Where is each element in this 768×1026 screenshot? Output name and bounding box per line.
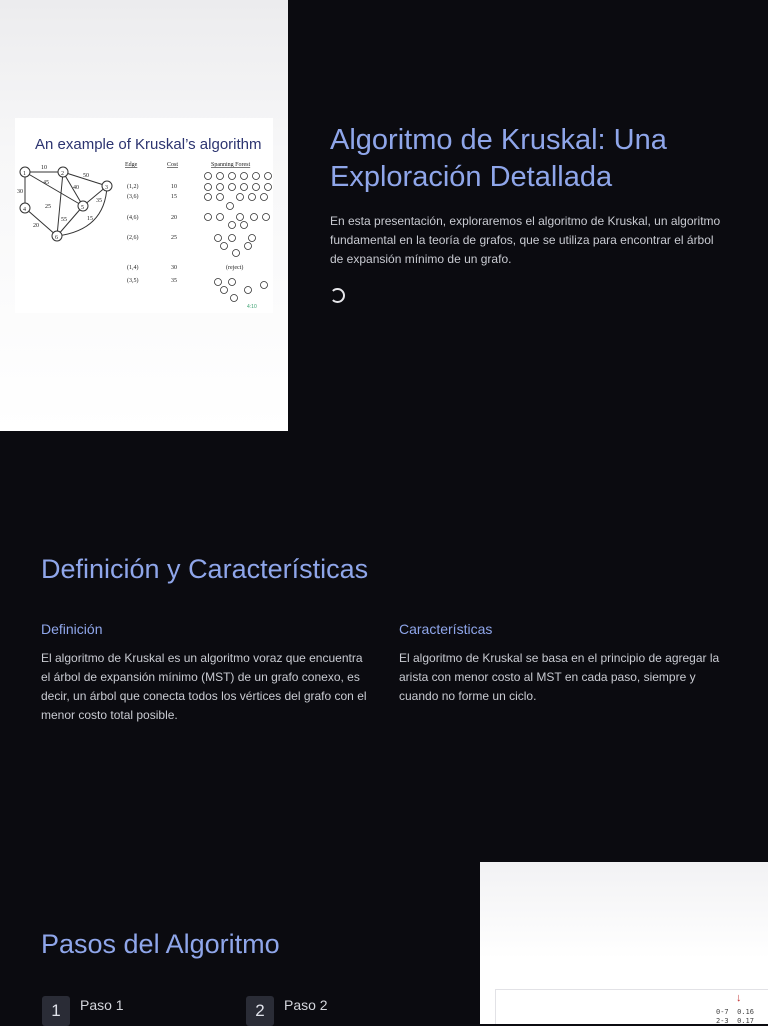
definition-text: El algoritmo de Kruskal es un algoritmo voraz que encuentra el árbol de expansión mínimo (MST) de un grafo conexo, es decir, un árbol que conecta todos los vértices del grafo con el menor costo total posible.	[41, 651, 367, 722]
step-number-badge: 2	[246, 996, 274, 1026]
column-header: Spanning Forest	[211, 162, 251, 168]
edge-cell: (4,6)	[127, 215, 139, 221]
vertex-label: 5	[81, 205, 84, 211]
vertex-label: 4	[23, 207, 26, 213]
edge-weight: 45	[43, 180, 49, 186]
kruskal-diagram	[15, 118, 273, 313]
edge-cell: (1,2)	[127, 184, 139, 190]
page-title: Algoritmo de Kruskal: Una Exploración Detallada	[330, 124, 667, 193]
edge-cell: (1,4)	[127, 265, 139, 271]
cost-cell: 35	[171, 278, 177, 284]
figure-caption: An example of Kruskal’s algorithm	[35, 136, 262, 153]
cost-cell: 10	[171, 184, 177, 190]
step-label: Paso 2	[284, 997, 328, 1013]
edge-weight: 40	[73, 185, 79, 191]
edge-cell: (2,6)	[127, 235, 139, 241]
column-header: Cost	[167, 162, 179, 168]
reject-label: (reject)	[226, 265, 244, 271]
edge-list-line: 0-7 0.16	[716, 1008, 754, 1016]
loading-spinner-icon	[330, 288, 345, 303]
vertex-label: 6	[55, 235, 58, 241]
cost-cell: 30	[171, 265, 177, 271]
edge-weight: 35	[96, 198, 102, 204]
definition-heading: Definición	[41, 621, 103, 637]
edge-weight: 30	[17, 189, 23, 195]
intro-paragraph: En esta presentación, exploraremos el algoritmo de Kruskal, un algoritmo fundamental en la teoría de grafos, que se utiliza para encontrar el árbol de expansión mínimo de un grafo.	[330, 214, 721, 266]
column-header: Edge	[125, 162, 138, 168]
edge-weight: 10	[41, 165, 47, 171]
edge-cell: (3,5)	[127, 278, 139, 284]
edge-weight: 25	[45, 204, 51, 210]
video-timestamp: 4:10	[247, 304, 257, 310]
kruskal-example-figure	[15, 118, 273, 313]
hero-image	[0, 0, 288, 431]
edge-weight: 15	[87, 216, 93, 222]
vertex-label: 2	[61, 171, 64, 177]
edge-weight: 55	[61, 217, 67, 223]
edge-weight: 50	[83, 173, 89, 179]
section-title-steps: Pasos del Algoritmo	[41, 929, 280, 959]
vertex-label: 1	[23, 171, 26, 177]
cost-cell: 20	[171, 215, 177, 221]
cost-cell: 25	[171, 235, 177, 241]
edge-weight: 20	[33, 223, 39, 229]
arrow-down-icon: ↓	[736, 992, 742, 1004]
characteristics-heading: Características	[399, 621, 493, 637]
step-number-badge: 1	[42, 996, 70, 1026]
vertex-label: 3	[105, 185, 108, 191]
edge-cell: (3,6)	[127, 194, 139, 200]
section-title-definition: Definición y Características	[41, 554, 369, 584]
step-label: Paso 1	[80, 997, 124, 1013]
steps-image	[480, 862, 768, 1024]
edge-list-line: 2-3 0.17	[716, 1017, 754, 1024]
characteristics-text: El algoritmo de Kruskal se basa en el principio de agregar la arista con menor costo al MST en cada paso, siempre y cuando no forme un ciclo.	[399, 651, 720, 703]
cost-cell: 15	[171, 194, 177, 200]
